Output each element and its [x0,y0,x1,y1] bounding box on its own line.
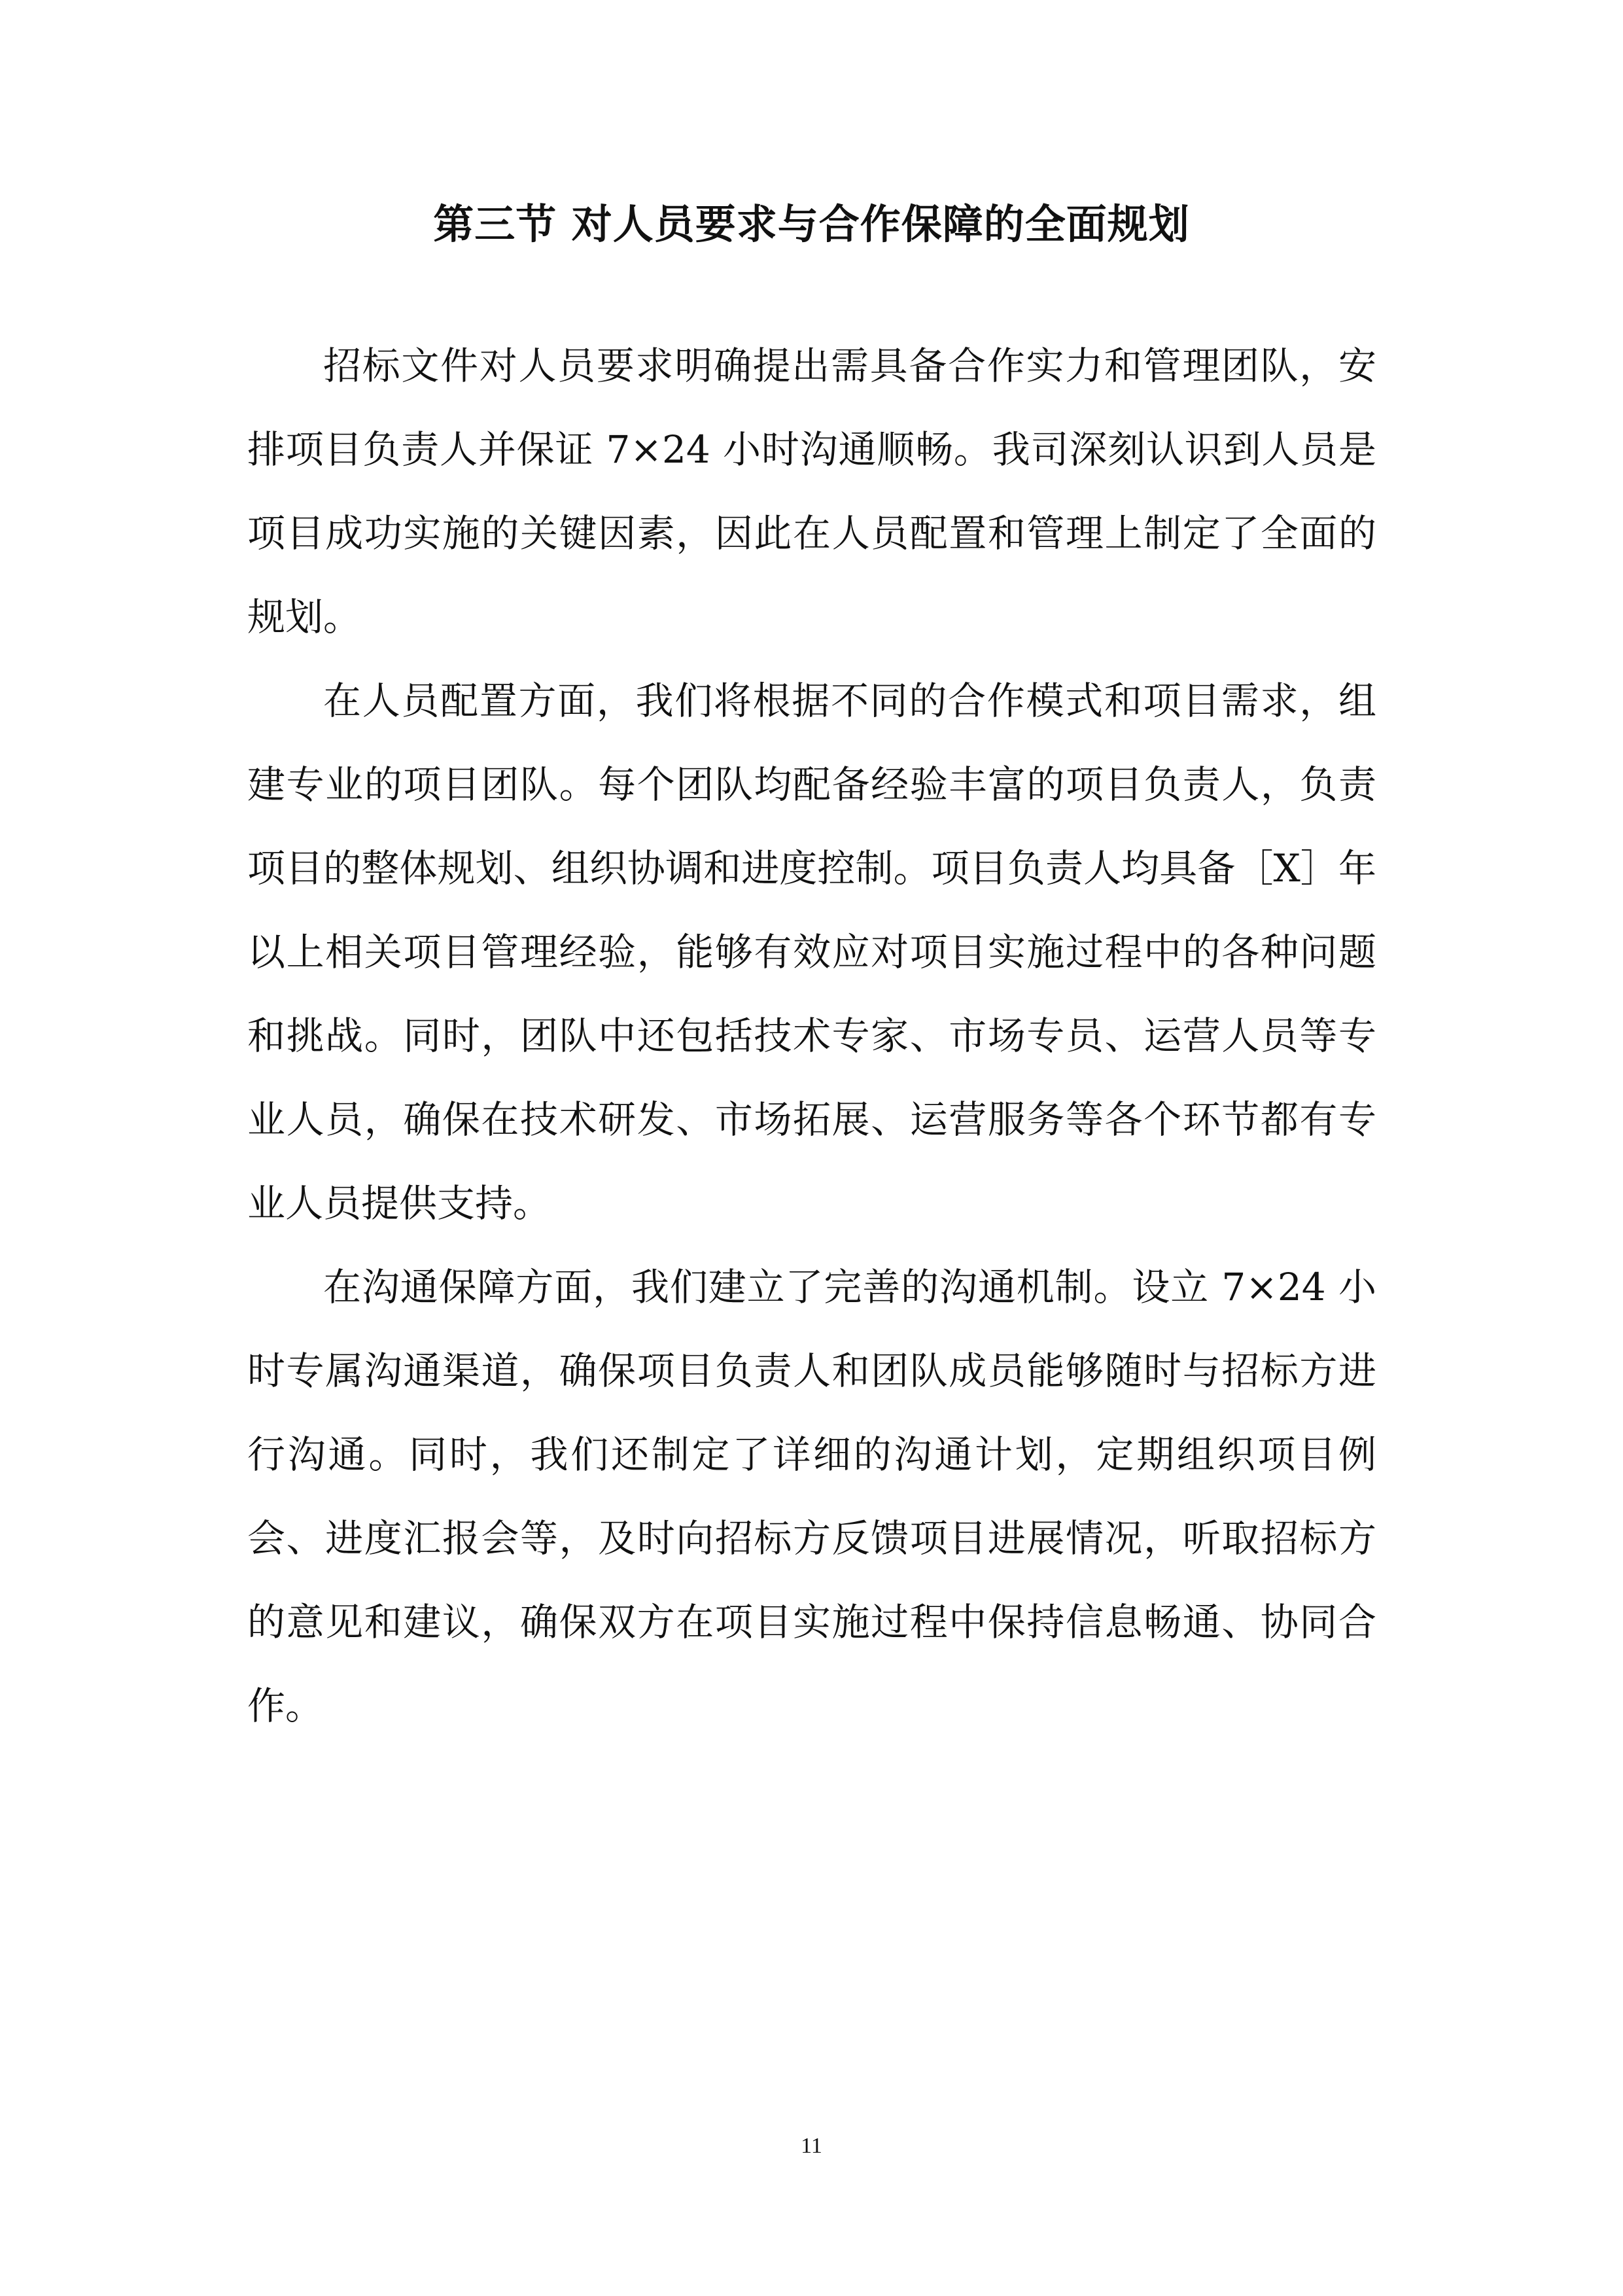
paragraph-staffing-requirements: 招标文件对人员要求明确提出需具备合作实力和管理团队，安排项目负责人并保证 7×24 小时沟通顺畅。我司深刻认识到人员是项目成功实施的关键因素，因此在人员配置和管理上制定了全面的规划。 [247,344,1376,639]
section-title: 第三节 对人员要求与合作保障的全面规划 [433,200,1190,248]
body-text [247,324,1376,1748]
paragraph-communication-guarantee: 在沟通保障方面，我们建立了完善的沟通机制。设立 7×24 小时专属沟通渠道，确保项目负责人和团队成员能够随时与招标方进行沟通。同时，我们还制定了详细的沟通计划，定期组织项目例会、进度汇报会等，及时向招标方反馈项目进展情况，听取招标方的意见和建议，确保双方在项目实施过程中保持信息畅通、协同合作。 [247,1265,1376,1728]
page-number: 11 [801,2134,822,2158]
paragraph-staff-configuration: 在人员配置方面，我们将根据不同的合作模式和项目需求，组建专业的项目团队。每个团队均配备经验丰富的项目负责人，负责项目的整体规划、组织协调和进度控制。项目负责人均具备［X］年以上相关项目管理经验，能够有效应对项目实施过程中的各种问题和挑战。同时，团队中还包括技术专家、市场专员、运营人员等专业人员，确保在技术研发、市场拓展、运营服务等各个环节都有专业人员提供支持。 [247,679,1376,1226]
